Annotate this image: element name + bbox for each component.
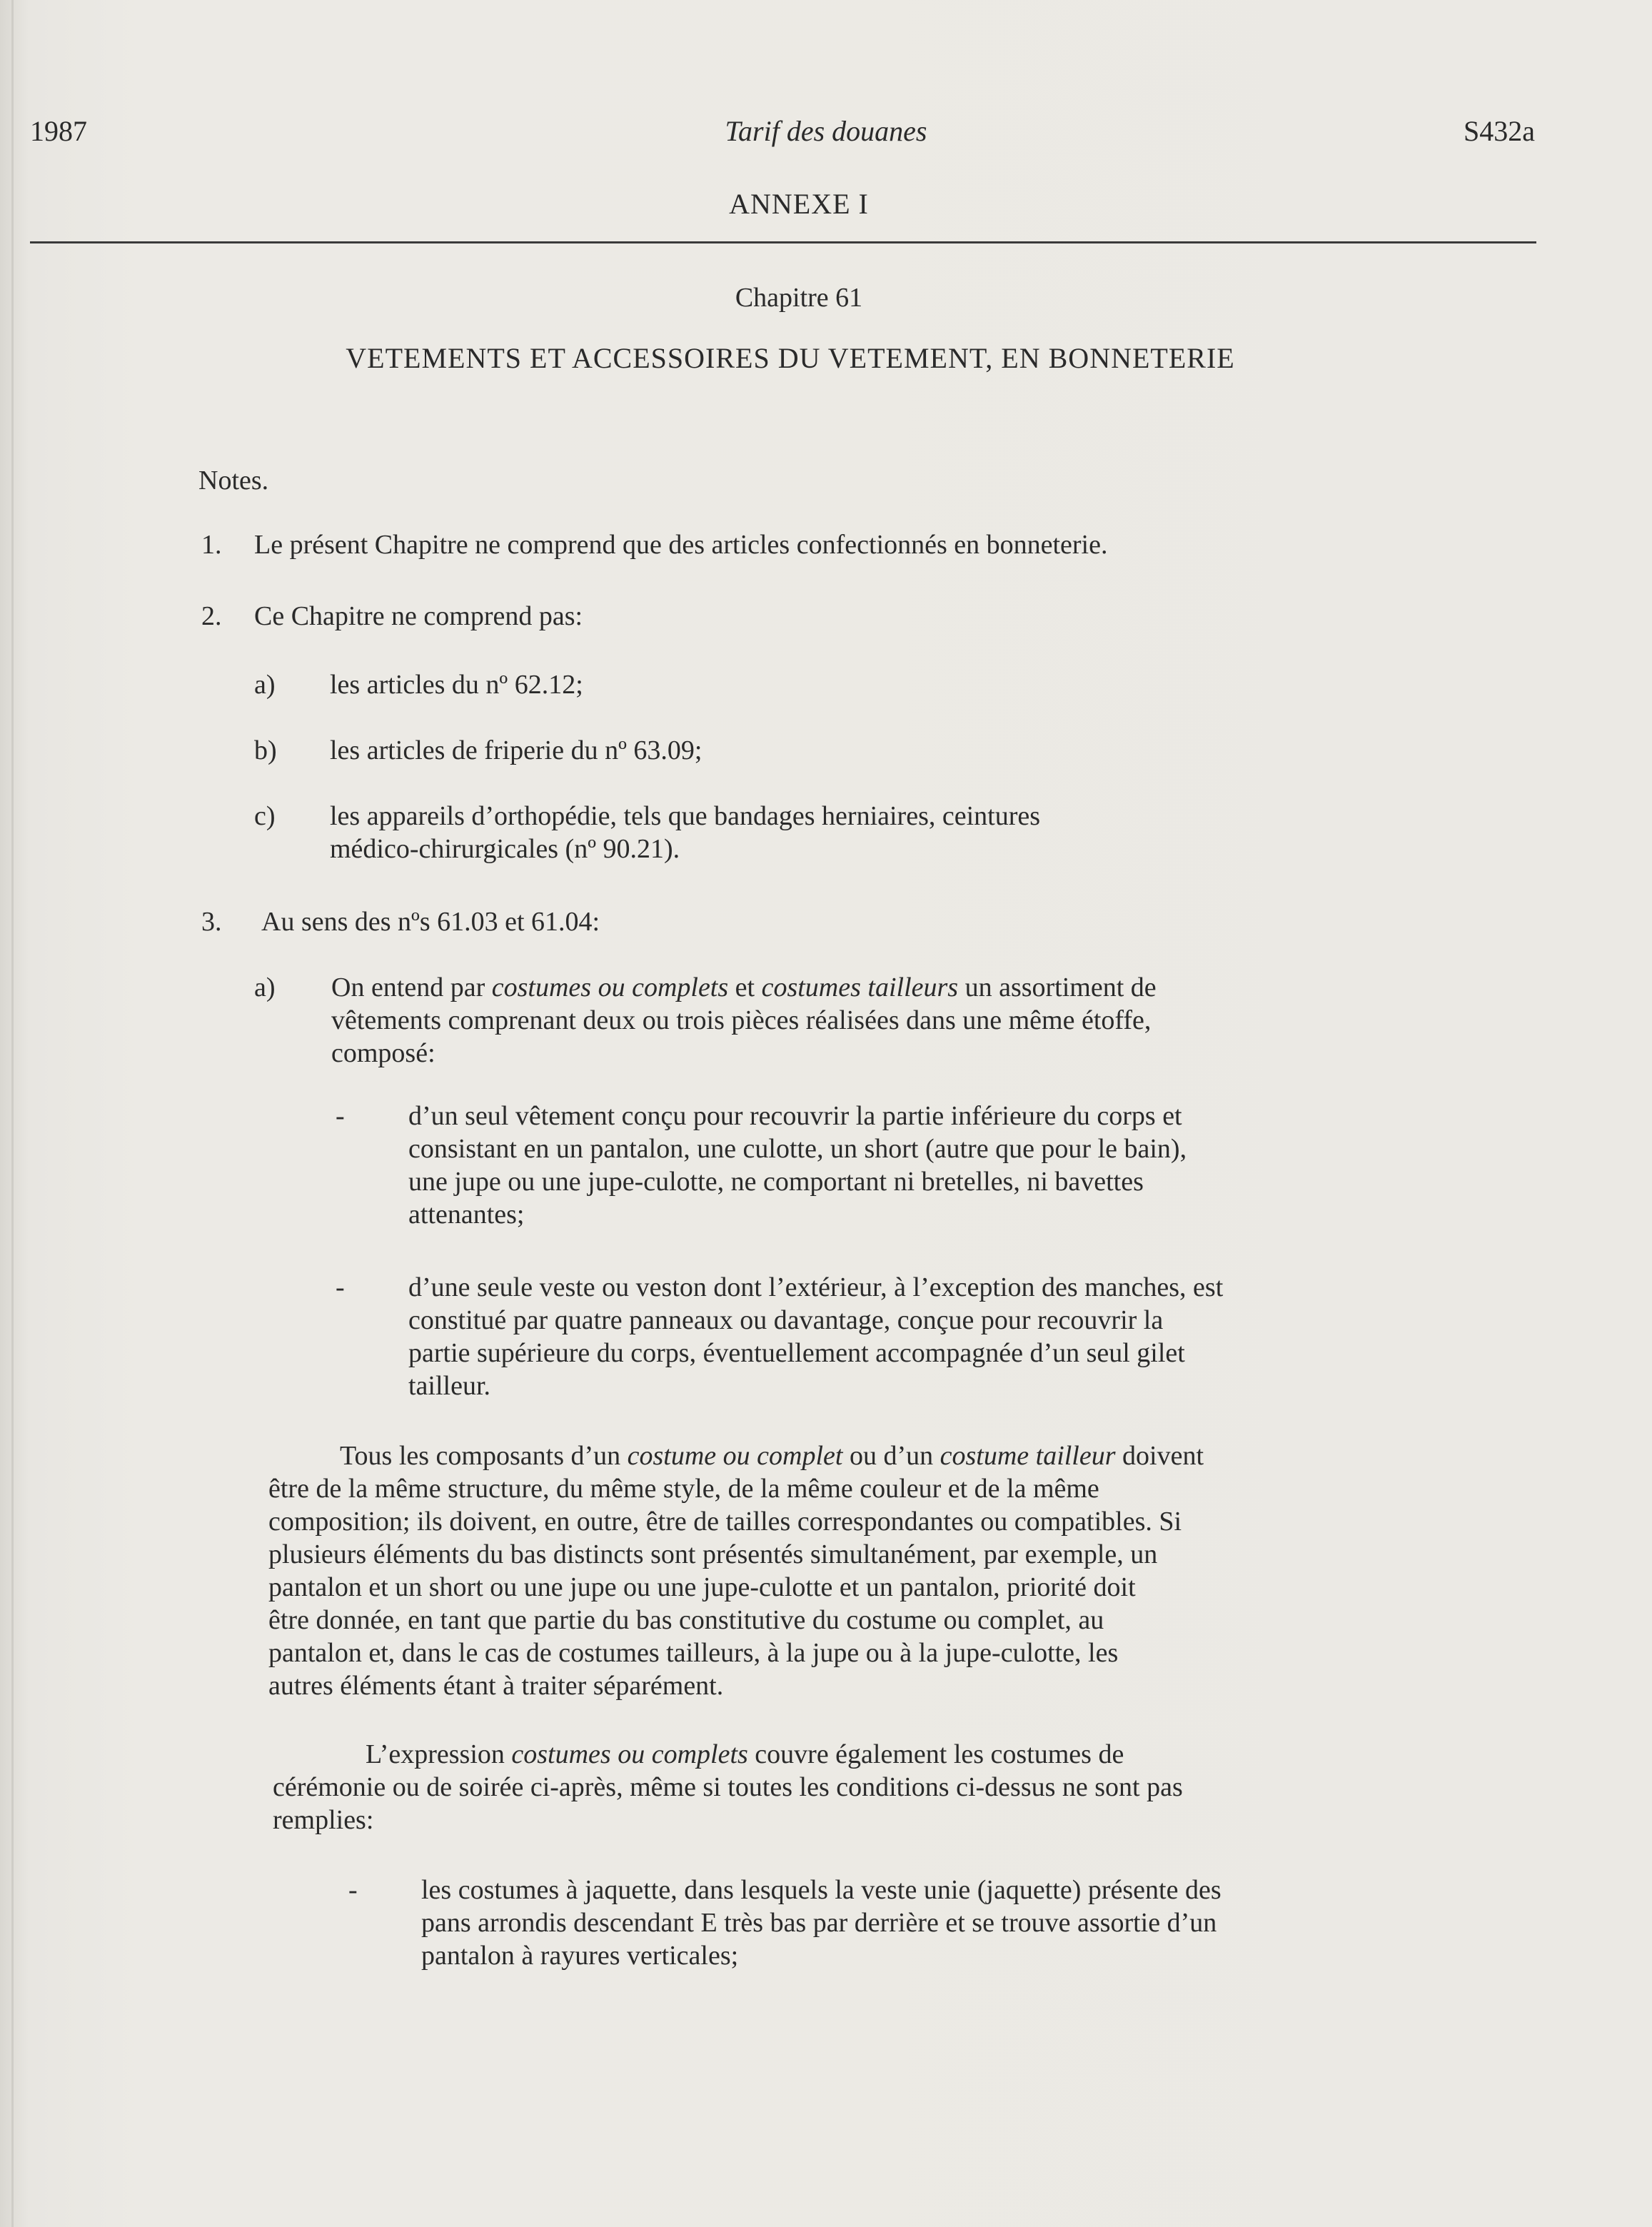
header-year: 1987 <box>30 115 87 147</box>
note-3-number: 3. <box>201 907 222 937</box>
dash-2-line-1: d’une seule veste ou veston dont l’extérieur, à l’exception des manches, est <box>408 1272 1224 1302</box>
note-2a-text: les articles du nº 62.12; <box>330 670 583 700</box>
para-1-line-6: être donnée, en tant que partie du bas constitutive du costume ou complet, au <box>268 1605 1104 1635</box>
para-2-line-3: remplies: <box>273 1805 374 1835</box>
dash-2-line-2: constitué par quatre panneaux ou davantage, conçue pour recouvrir la <box>408 1305 1164 1335</box>
dash-1: - <box>336 1101 345 1131</box>
note-1-number: 1. <box>201 530 222 560</box>
note-3a-label: a) <box>254 972 276 1002</box>
note-2b-text: les articles de friperie du nº 63.09; <box>330 735 702 765</box>
para-1-line-7: pantalon et, dans le cas de costumes tailleurs, à la jupe ou à la jupe-culotte, les <box>268 1638 1119 1668</box>
note-3a-line-2: vêtements comprenant deux ou trois pièces réalisées dans une même étoffe, <box>331 1005 1152 1035</box>
para-2-line-1: L’expression costumes ou complets couvre également les costumes de <box>366 1739 1124 1769</box>
para-1-line-5: pantalon et un short ou une jupe ou une jupe-culotte et un pantalon, priorité doit <box>268 1572 1136 1602</box>
para-1-line-4: plusieurs éléments du bas distincts sont présentés simultanément, par exemple, un <box>268 1539 1158 1569</box>
dash-3: - <box>348 1875 358 1905</box>
annex-title: ANNEXE I <box>729 188 869 220</box>
note-2b-label: b) <box>254 735 277 765</box>
note-2-number: 2. <box>201 601 222 631</box>
dash-1-line-1: d’un seul vêtement conçu pour recouvrir la partie inférieure du corps et <box>408 1101 1182 1131</box>
running-title: Tarif des douanes <box>725 115 927 147</box>
note-2c-line-1: les appareils d’orthopédie, tels que bandages herniaires, ceintures <box>330 801 1041 831</box>
chapter-title: VETEMENTS ET ACCESSOIRES DU VETEMENT, EN BONNETERIE <box>346 342 1235 374</box>
note-2-text: Ce Chapitre ne comprend pas: <box>254 601 583 631</box>
note-2c-label: c) <box>254 801 276 831</box>
header-code: S432a <box>1464 115 1535 147</box>
dash-3-line-3: pantalon à rayures verticales; <box>421 1941 739 1971</box>
note-3-text: Au sens des nºs 61.03 et 61.04: <box>261 907 600 937</box>
dash-2: - <box>336 1272 345 1302</box>
header-rule <box>30 241 1536 243</box>
dash-1-line-3: une jupe ou une jupe-culotte, ne comportant ni bretelles, ni bavettes <box>408 1167 1144 1197</box>
page-edge <box>11 0 14 2227</box>
para-1-line-8: autres éléments étant à traiter séparément. <box>268 1671 724 1701</box>
note-2a-label: a) <box>254 670 276 700</box>
note-2c-line-2: médico-chirurgicales (nº 90.21). <box>330 834 680 864</box>
para-1-line-3: composition; ils doivent, en outre, être de tailles correspondantes ou compatibles. Si <box>268 1507 1182 1537</box>
dash-1-line-4: attenantes; <box>408 1200 525 1230</box>
chapter-number: Chapitre 61 <box>735 283 863 313</box>
dash-2-line-3: partie supérieure du corps, éventuellement accompagnée d’un seul gilet <box>408 1338 1185 1368</box>
para-2-line-2: cérémonie ou de soirée ci-après, même si toutes les conditions ci-dessus ne sont pas <box>273 1772 1183 1802</box>
note-3a-line-3: composé: <box>331 1038 435 1068</box>
para-1-line-1: Tous les composants d’un costume ou complet ou d’un costume tailleur doivent <box>340 1441 1204 1471</box>
dash-3-line-2: pans arrondis descendant E très bas par derrière et se trouve assortie d’un <box>421 1908 1217 1938</box>
dash-3-line-1: les costumes à jaquette, dans lesquels la veste unie (jaquette) présente des <box>421 1875 1222 1905</box>
dash-2-line-4: tailleur. <box>408 1371 491 1401</box>
note-3a-line-1: On entend par costumes ou complets et costumes tailleurs un assortiment de <box>331 972 1157 1002</box>
note-1-text: Le présent Chapitre ne comprend que des articles confectionnés en bonneterie. <box>254 530 1108 560</box>
dash-1-line-2: consistant en un pantalon, une culotte, un short (autre que pour le bain), <box>408 1134 1187 1164</box>
para-1-line-2: être de la même structure, du même style, de la même couleur et de la même <box>268 1474 1099 1504</box>
notes-label: Notes. <box>198 466 269 496</box>
